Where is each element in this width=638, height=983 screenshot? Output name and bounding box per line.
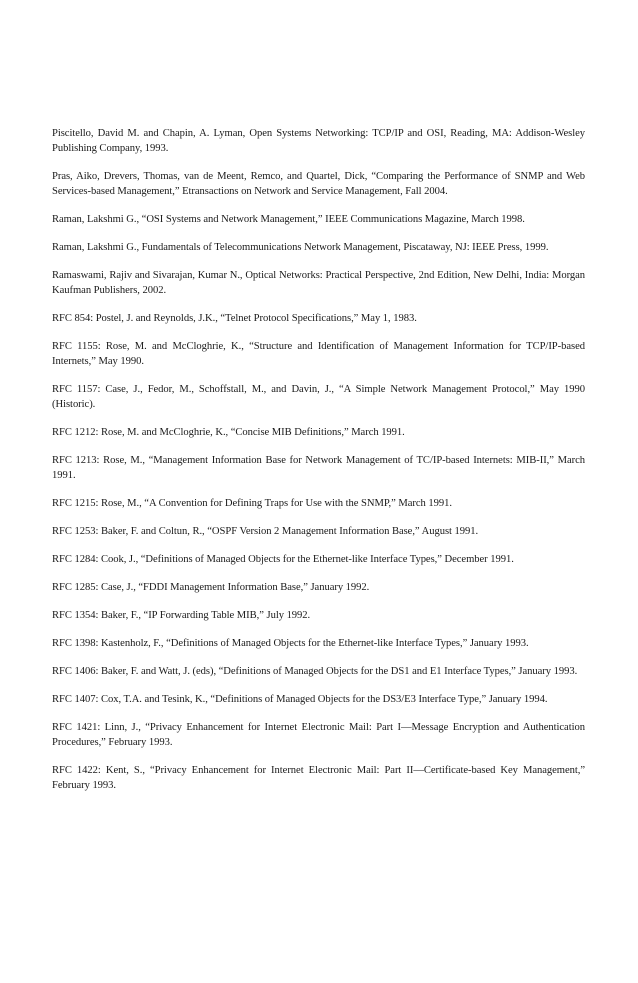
reference-entry: Pras, Aiko, Drevers, Thomas, van de Meent, Remco, and Quartel, Dick, “Comparing the Performance of SNMP and Web Services-based Management,” Etransactions on Network and Service Management, Fall 2004. <box>52 171 585 197</box>
reference-entry: RFC 1407: Cox, T.A. and Tesink, K., “Definitions of Managed Objects for the DS3/E3 Interface Type,” January 1994. <box>52 694 548 705</box>
reference-entry: RFC 854: Postel, J. and Reynolds, J.K., “Telnet Protocol Specifications,” May 1, 1983. <box>52 313 417 324</box>
reference-entry: RFC 1285: Case, J., “FDDI Management Information Base,” January 1992. <box>52 582 370 593</box>
reference-entry: RFC 1155: Rose, M. and McCloghrie, K., “Structure and Identification of Management Information for TCP/IP-based Internets,” May 1990. <box>52 341 585 367</box>
reference-entry: RFC 1213: Rose, M., “Management Information Base for Network Management of TC/IP-based Internets: MIB-II,” March 1991. <box>52 455 585 481</box>
reference-entry: RFC 1421: Linn, J., “Privacy Enhancement for Internet Electronic Mail: Part I—Message Encryption and Authentication Procedures,” February 1993. <box>52 722 585 748</box>
reference-entry: RFC 1215: Rose, M., “A Convention for Defining Traps for Use with the SNMP,” March 1991. <box>52 498 452 509</box>
reference-entry: Raman, Lakshmi G., Fundamentals of Telecommunications Network Management, Piscataway, NJ: IEEE Press, 1999. <box>52 242 549 253</box>
reference-entry: RFC 1212: Rose, M. and McCloghrie, K., “Concise MIB Definitions,” March 1991. <box>52 427 405 438</box>
reference-entry: RFC 1157: Case, J., Fedor, M., Schoffstall, M., and Davin, J., “A Simple Network Management Protocol,” May 1990 (Historic). <box>52 384 585 410</box>
reference-entry: RFC 1422: Kent, S., “Privacy Enhancement for Internet Electronic Mail: Part II—Certificate-based Key Management,” February 1993. <box>52 765 585 791</box>
reference-entry: Raman, Lakshmi G., “OSI Systems and Network Management,” IEEE Communications Magazine, March 1998. <box>52 214 525 225</box>
reference-entry: Ramaswami, Rajiv and Sivarajan, Kumar N., Optical Networks: Practical Perspective, 2nd Edition, New Delhi, India: Morgan Kaufman Publishers, 2002. <box>52 270 585 296</box>
reference-entry: RFC 1406: Baker, F. and Watt, J. (eds), “Definitions of Managed Objects for the DS1 and E1 Interface Types,” January 1993. <box>52 666 578 677</box>
reference-entry: RFC 1253: Baker, F. and Coltun, R., “OSPF Version 2 Management Information Base,” August 1991. <box>52 526 479 537</box>
reference-list <box>52 126 585 806</box>
reference-entry: RFC 1284: Cook, J., “Definitions of Managed Objects for the Ethernet-like Interface Types,” December 1991. <box>52 554 514 565</box>
reference-entry: Piscitello, David M. and Chapin, A. Lyman, Open Systems Networking: TCP/IP and OSI, Reading, MA: Addison-Wesley Publishing Company, 1993. <box>52 128 585 154</box>
reference-entry: RFC 1354: Baker, F., “IP Forwarding Table MIB,” July 1992. <box>52 610 311 621</box>
reference-entry: RFC 1398: Kastenholz, F., “Definitions of Managed Objects for the Ethernet-like Interface Types,” January 1993. <box>52 638 529 649</box>
